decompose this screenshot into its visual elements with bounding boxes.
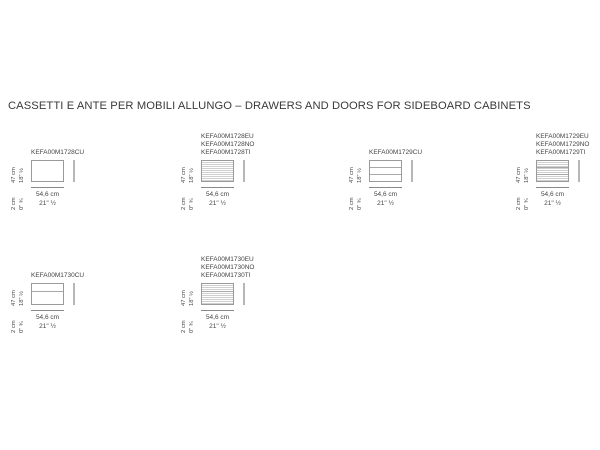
depth-in-label: 0" ¾ xyxy=(524,198,530,210)
width-in-label: 21" ½ xyxy=(544,200,561,207)
width-cm-label: 54,6 cm xyxy=(205,314,230,321)
product-codes xyxy=(536,133,589,157)
width-dimension-line xyxy=(201,310,234,311)
side-view-drawing xyxy=(243,160,245,182)
height-cm-label: 47 cm xyxy=(181,290,187,306)
product-codes xyxy=(369,149,422,157)
front-view-drawing xyxy=(536,160,569,182)
width-cm-label: 54,6 cm xyxy=(540,191,565,198)
product-item-1730-finishes xyxy=(180,238,300,338)
width-cm-label: 54,6 cm xyxy=(205,191,230,198)
front-view-drawing xyxy=(369,160,402,182)
height-cm-label: 47 cm xyxy=(11,290,17,306)
depth-cm-label: 2 cm xyxy=(11,320,17,333)
product-code: KEFA00M1730EU xyxy=(201,256,254,263)
side-view-drawing xyxy=(73,160,75,182)
depth-in-label: 0" ¾ xyxy=(189,321,195,333)
product-code: KEFA00M1728TI xyxy=(201,149,251,156)
width-cm-label: 54,6 cm xyxy=(35,314,60,321)
height-cm-label: 47 cm xyxy=(516,167,522,183)
product-item-1730cu xyxy=(10,238,130,338)
side-view-drawing xyxy=(73,283,75,305)
depth-cm-label: 2 cm xyxy=(349,197,355,210)
front-view-drawing xyxy=(201,283,234,305)
width-dimension-line xyxy=(536,187,569,188)
width-dimension-line xyxy=(201,187,234,188)
height-in-label: 18" ½ xyxy=(189,291,195,306)
product-item-1728-finishes xyxy=(180,115,300,215)
side-view-drawing xyxy=(578,160,580,182)
height-in-label: 18" ½ xyxy=(189,168,195,183)
width-in-label: 21" ½ xyxy=(39,200,56,207)
product-item-1729cu xyxy=(348,115,468,215)
height-cm-label: 47 cm xyxy=(11,167,17,183)
page-title: CASSETTI E ANTE PER MOBILI ALLUNGO – DRAWERS AND DOORS FOR SIDEBOARD CABINETS xyxy=(8,100,531,112)
width-in-label: 21" ½ xyxy=(209,323,226,330)
depth-in-label: 0" ¾ xyxy=(189,198,195,210)
height-cm-label: 47 cm xyxy=(181,167,187,183)
height-in-label: 18" ½ xyxy=(19,291,25,306)
height-in-label: 18" ½ xyxy=(357,168,363,183)
product-item-1728cu xyxy=(10,115,130,215)
width-dimension-line xyxy=(369,187,402,188)
front-view-drawing xyxy=(201,160,234,182)
width-in-label: 21" ½ xyxy=(377,200,394,207)
height-cm-label: 47 cm xyxy=(349,167,355,183)
depth-in-label: 0" ¾ xyxy=(19,321,25,333)
product-code: KEFA00M1730CU xyxy=(31,272,85,279)
product-codes xyxy=(31,149,84,157)
height-in-label: 18" ½ xyxy=(524,168,530,183)
product-code: KEFA00M1728NO xyxy=(201,141,255,148)
product-code: KEFA00M1728CU xyxy=(31,149,85,156)
depth-in-label: 0" ¾ xyxy=(357,198,363,210)
front-view-drawing xyxy=(31,283,64,305)
depth-cm-label: 2 cm xyxy=(11,197,17,210)
front-view-drawing xyxy=(31,160,64,182)
product-code: KEFA00M1729CU xyxy=(369,149,423,156)
depth-cm-label: 2 cm xyxy=(516,197,522,210)
product-code: KEFA00M1729NO xyxy=(536,141,590,148)
depth-in-label: 0" ¾ xyxy=(19,198,25,210)
depth-cm-label: 2 cm xyxy=(181,197,187,210)
width-dimension-line xyxy=(31,310,64,311)
width-in-label: 21" ½ xyxy=(39,323,56,330)
side-view-drawing xyxy=(243,283,245,305)
product-codes xyxy=(201,133,254,157)
width-dimension-line xyxy=(31,187,64,188)
width-cm-label: 54,6 cm xyxy=(373,191,398,198)
product-codes xyxy=(31,272,84,280)
width-in-label: 21" ½ xyxy=(209,200,226,207)
depth-cm-label: 2 cm xyxy=(181,320,187,333)
product-code: KEFA00M1729EU xyxy=(536,133,589,140)
product-code: KEFA00M1730TI xyxy=(201,272,251,279)
product-code: KEFA00M1728EU xyxy=(201,133,254,140)
product-code: KEFA00M1730NO xyxy=(201,264,255,271)
side-view-drawing xyxy=(411,160,413,182)
product-code: KEFA00M1729TI xyxy=(536,149,586,156)
product-codes xyxy=(201,256,254,280)
product-item-1729-finishes xyxy=(515,115,600,215)
height-in-label: 18" ½ xyxy=(19,168,25,183)
width-cm-label: 54,6 cm xyxy=(35,191,60,198)
